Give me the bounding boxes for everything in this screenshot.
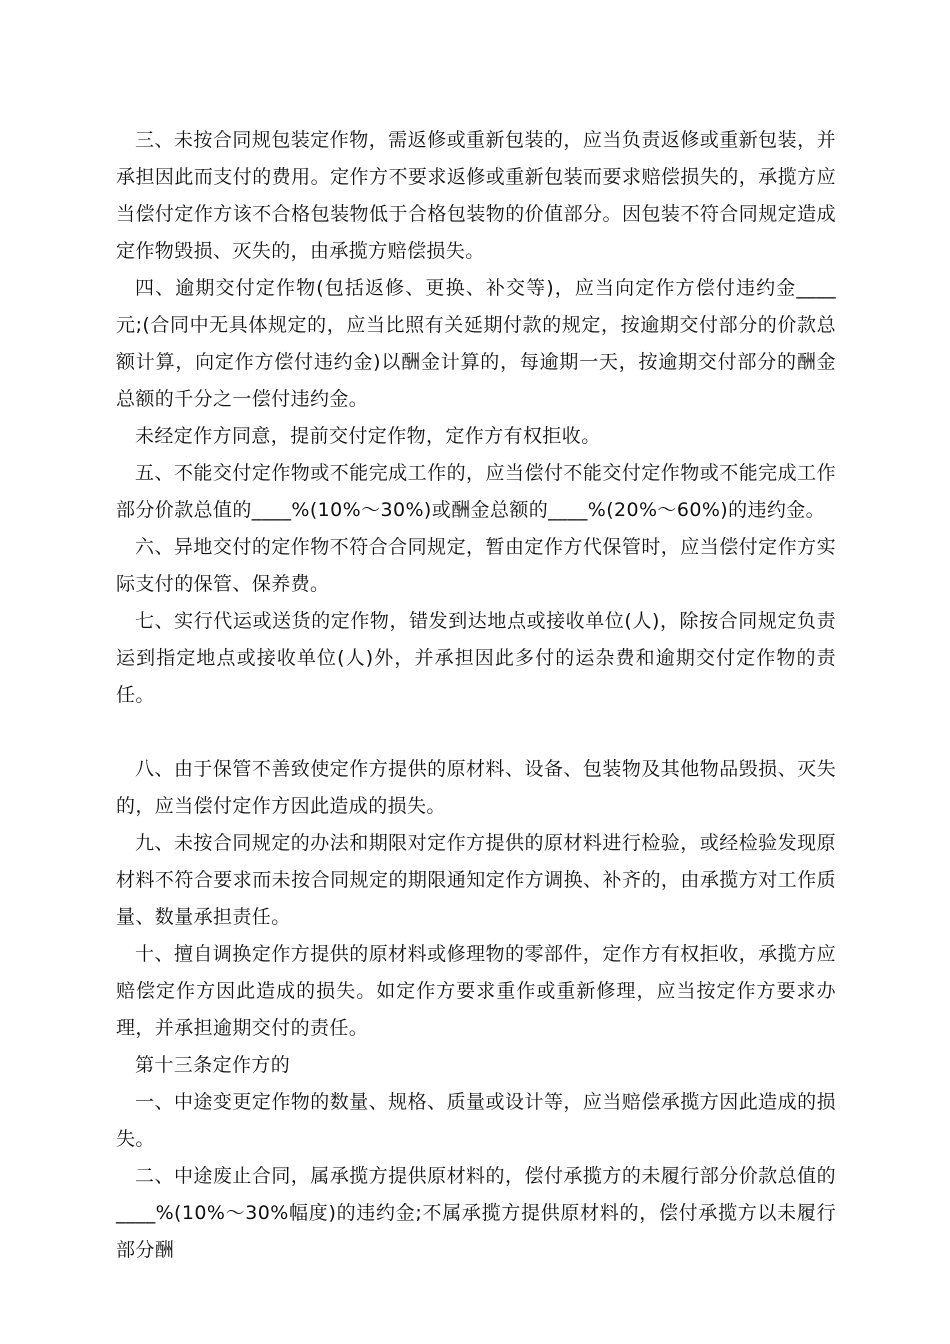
clause-8-storage-damage: 八、由于保管不善致使定作方提供的原材料、设备、包装物及其他物品毁损、灭失的，应当偿付定作方因此造成的损失。	[116, 758, 836, 817]
article-13-clause-1: 一、中途变更定作物的数量、规格、质量或设计等，应当赔偿承揽方因此造成的损失。	[116, 1091, 836, 1150]
article-13-clause-2: 二、中途废止合同，属承揽方提供原材料的，偿付承揽方的未履行部分价款总值的____%(10%～30%幅度)的违约金;不属承揽方提供原材料的，偿付承揽方以未履行部分酬	[116, 1165, 836, 1261]
document-body	[116, 122, 836, 1269]
clause-3-packaging: 三、未按合同规包装定作物，需返修或重新包装的，应当负责返修或重新包装，并承担因此而支付的费用。定作方不要求返修或重新包装而要求赔偿损失的，承揽方应当偿付定作方该不合格包装物低于合格包装物的价值部分。因包装不符合同规定造成定作物毁损、灭失的，由承揽方赔偿损失。	[116, 129, 836, 262]
clause-7-misdelivery: 七、实行代运或送货的定作物，错发到达地点或接收单位(人)，除按合同规定负责运到指定地点或接收单位(人)外，并承担因此多付的运杂费和逾期交付定作物的责任。	[116, 610, 836, 706]
article-13-heading: 第十三条定作方的	[135, 1054, 291, 1076]
clause-4-late-delivery: 四、逾期交付定作物(包括返修、更换、补交等)，应当向定作方偿付违约金____元;(合同中无具体规定的，应当比照有关延期付款的规定，按逾期交付部分的价款总额计算，向定作方偿付违约金)以酬金计算的，每逾期一天，按逾期交付部分的酬金总额的千分之一偿付违约金。	[116, 277, 836, 410]
paragraph-gap	[116, 714, 836, 751]
clause-5-non-delivery: 五、不能交付定作物或不能完成工作的，应当偿付不能交付定作物或不能完成工作部分价款总值的____%(10%～30%)或酬金总额的____%(20%～60%)的违约金。	[116, 462, 836, 521]
clause-9-inspection: 九、未按合同规定的办法和期限对定作方提供的原材料进行检验，或经检验发现原材料不符合要求而未按合同规定的期限通知定作方调换、补齐的，由承揽方对工作质量、数量承担责任。	[116, 832, 836, 928]
clause-early-delivery-note: 未经定作方同意，提前交付定作物，定作方有权拒收。	[135, 425, 601, 447]
clause-6-offsite-custody: 六、异地交付的定作物不符合合同规定，暂由定作方代保管时，应当偿付定作方实际支付的保管、保养费。	[116, 536, 836, 595]
clause-10-parts-swap: 十、擅自调换定作方提供的原材料或修理物的零部件，定作方有权拒收，承揽方应赔偿定作方因此造成的损失。如定作方要求重作或重新修理，应当按定作方要求办理，并承担逾期交付的责任。	[116, 943, 836, 1039]
